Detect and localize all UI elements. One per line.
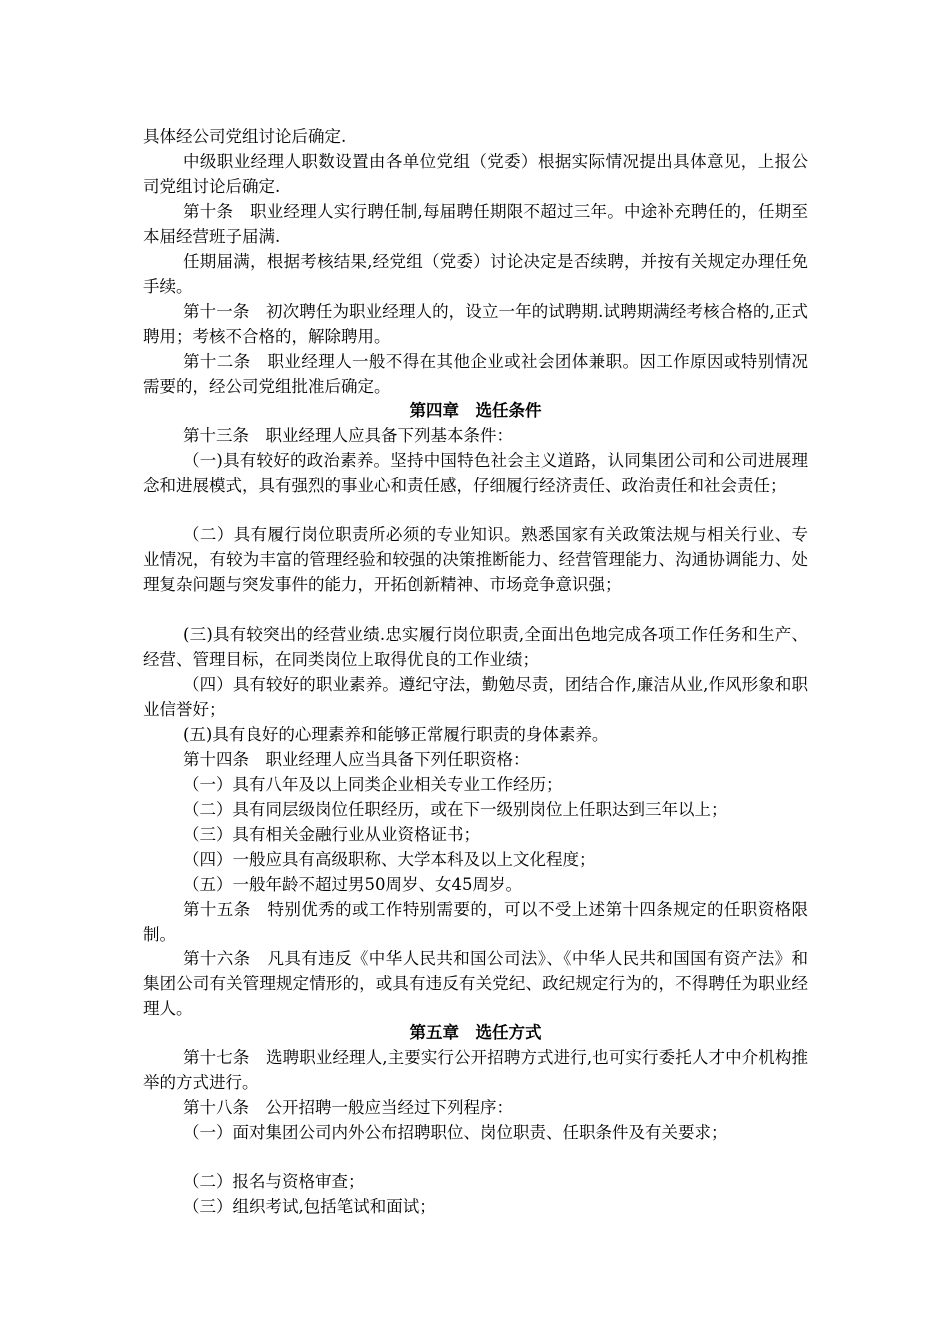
- paragraph-condition-4: （四）具有较好的职业素养。遵纪守法，勤勉尽责，团结合作,廉洁从业,作风形象和职业信誉好；: [143, 675, 808, 719]
- paragraph-p0: 具体经公司党组讨论后确定.: [143, 127, 347, 146]
- paragraph-article-14: 第十四条 职业经理人应当具备下列任职资格：: [183, 750, 530, 769]
- paragraph-condition-5: (五)具有良好的心理素养和能够正常履行职责的身体素养。: [183, 725, 609, 744]
- paragraph-term-expiry: 任期届满，根据考核结果,经党组（党委）讨论决定是否续聘，并按有关规定办理任免手续。: [143, 252, 808, 296]
- paragraph-article-12: 第十二条 职业经理人一般不得在其他企业或社会团体兼职。因工作原因或特别情况需要的，经公司党组批准后确定。: [143, 352, 808, 396]
- paragraph-article-11: 第十一条 初次聘任为职业经理人的，设立一年的试聘期.试聘期满经考核合格的,正式聘用；考核不合格的，解除聘用。: [143, 302, 808, 346]
- paragraph-article-17: 第十七条 选聘职业经理人,主要实行公开招聘方式进行,也可实行委托人才中介机构推举的方式进行。: [143, 1048, 808, 1092]
- paragraph-article-10: 第十条 职业经理人实行聘任制,每届聘任期限不超过三年。中途补充聘任的，任期至本届经营班子届满.: [143, 202, 808, 246]
- paragraph-p1: 中级职业经理人职数设置由各单位党组（党委）根据实际情况提出具体意见，上报公司党组讨论后确定.: [143, 152, 808, 196]
- paragraph-qualification-5: （五）一般年龄不超过男50周岁、女45周岁。: [183, 875, 522, 894]
- paragraph-article-13: 第十三条 职业经理人应具备下列基本条件：: [183, 426, 513, 445]
- paragraph-article-16: 第十六条 凡具有违反《中华人民共和国公司法》、《中华人民共和国国有资产法》和集团公司有关管理规定情形的，或具有违反有关党纪、政纪规定行为的，不得聘任为职业经理人。: [143, 949, 808, 1018]
- chapter-5-heading: 第五章 选任方式: [409, 1023, 542, 1042]
- paragraph-condition-3: (三)具有较突出的经营业绩.忠实履行岗位职责,全面出色地完成各项工作任务和生产、经营、管理目标，在同类岗位上取得优良的工作业绩；: [143, 625, 808, 669]
- paragraph-qualification-2: （二）具有同层级岗位任职经历，或在下一级别岗位上任职达到三年以上；: [183, 800, 728, 819]
- paragraph-procedure-1: （一）面对集团公司内外公布招聘职位、岗位职责、任职条件及有关要求；: [183, 1123, 728, 1142]
- paragraph-article-15: 第十五条 特别优秀的或工作特别需要的，可以不受上述第十四条规定的任职资格限制。: [143, 900, 808, 944]
- paragraph-condition-2: （二）具有履行岗位职责所必须的专业知识。熟悉国家有关政策法规与相关行业、专业情况，有较为丰富的管理经验和较强的决策推断能力、经营管理能力、沟通协调能力、处理复杂问题与突发事件的能力，开拓创新精神、市场竞争意识强；: [143, 525, 808, 594]
- paragraph-qualification-1: （一）具有八年及以上同类企业相关专业工作经历；: [183, 775, 563, 794]
- paragraph-procedure-3: （三）组织考试,包括笔试和面试；: [183, 1197, 436, 1216]
- chapter-4-heading: 第四章 选任条件: [409, 401, 542, 420]
- paragraph-procedure-2: （二）报名与资格审查；: [183, 1172, 365, 1191]
- paragraph-qualification-4: （四）一般应具有高级职称、大学本科及以上文化程度；: [183, 850, 596, 869]
- paragraph-condition-1: （一)具有较好的政治素养。坚持中国特色社会主义道路，认同集团公司和公司进展理念和进展模式，具有强烈的事业心和责任感，仔细履行经济责任、政治责任和社会责任；: [143, 451, 808, 495]
- paragraph-qualification-3: （三）具有相关金融行业从业资格证书；: [183, 825, 480, 844]
- paragraph-article-18: 第十八条 公开招聘一般应当经过下列程序：: [183, 1098, 513, 1117]
